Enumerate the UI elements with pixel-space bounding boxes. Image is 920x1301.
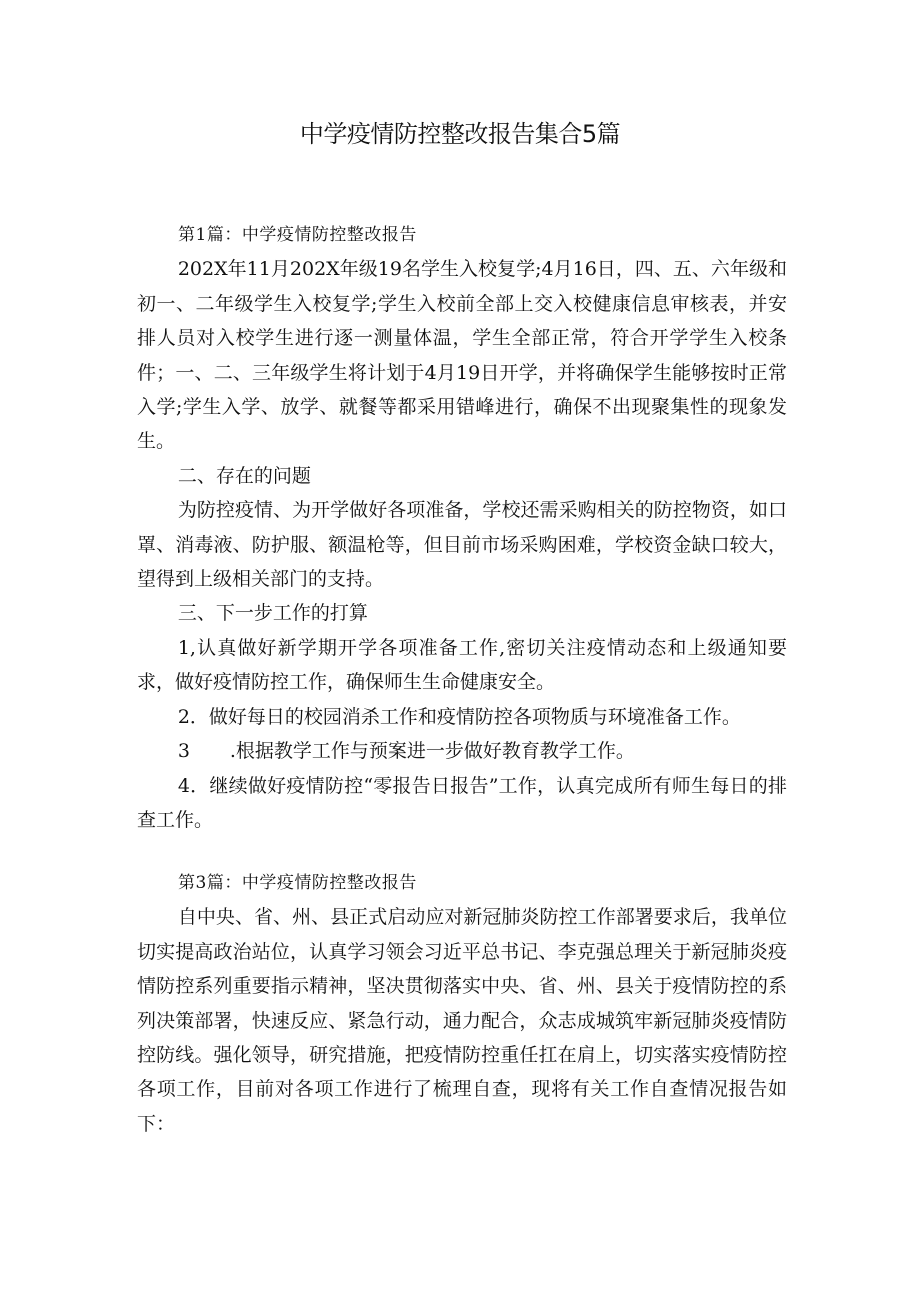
document-title: 中学疫情防控整改报告集合5篇 xyxy=(299,120,621,148)
list-item-4: 4．继续做好疫情防控“零报告日报告”工作，认真完成所有师生每日的排查工作。 xyxy=(137,774,787,831)
list-item-3 xyxy=(137,734,787,768)
section-1-heading: 第1篇：中学疫情防控整改报告 xyxy=(178,225,417,245)
list-item-3-number: 3 xyxy=(177,740,190,763)
section-3-paragraph-1: 自中央、省、州、县正式启动应对新冠肺炎防控工作部署要求后，我单位切实提高政治站位，认真学习领会习近平总书记、李克强总理关于新冠肺炎疫情防控系列重要指示精神，坚决贯彻落实中央、省、州、县关于疫情防控的系列决策部署，快速反应、紧急行动，通力配合，众志成城筑牢新冠肺炎疫情防控防线。强化领导，研究措施，把疫情防控重任扛在肩上，切实落实疫情防控各项工作，目前对各项工作进行了梳理自查，现将有关工作自查情况报告如下： xyxy=(137,906,787,1135)
section-3-heading: 第3篇：中学疫情防控整改报告 xyxy=(178,873,417,893)
subheading-problems: 二、存在的问题 xyxy=(177,464,311,487)
list-item-2: 2．做好每日的校园消杀工作和疫情防控各项物质与环境准备工作。 xyxy=(177,705,741,728)
section-3 xyxy=(137,866,787,1141)
list-item-3-text: .根据教学工作与预案进一步做好教育教学工作。 xyxy=(229,740,635,763)
section-1-paragraph-2: 为防控疫情、为开学做好各项准备，学校还需采购相关的防控物资，如口罩、消毒液、防护服、额温枪等，但目前市场采购困难，学校资金缺口较大，望得到上级相关部门的支持。 xyxy=(137,499,787,591)
subheading-next-steps: 三、下一步工作的打算 xyxy=(177,602,368,625)
section-1 xyxy=(137,218,787,837)
list-item-1: 1,认真做好新学期开学各项准备工作,密切关注疫情动态和上级通知要求，做好疫情防控工作，确保师生生命健康安全。 xyxy=(137,636,787,694)
section-1-paragraph-1: 202X年11月202X年级19名学生入校复学;4月16日，四、五、六年级和初一、二年级学生入校复学;学生入校前全部上交入校健康信息审核表，并安排人员对入校学生进行逐一测量体温，学生全部正常，符合开学学生入校条件；一、二、三年级学生将计划于4月19日开学，并将确保学生能够按时正常入学;学生入学、放学、就餐等都采用错峰进行，确保不出现聚集性的现象发生。 xyxy=(137,258,787,453)
